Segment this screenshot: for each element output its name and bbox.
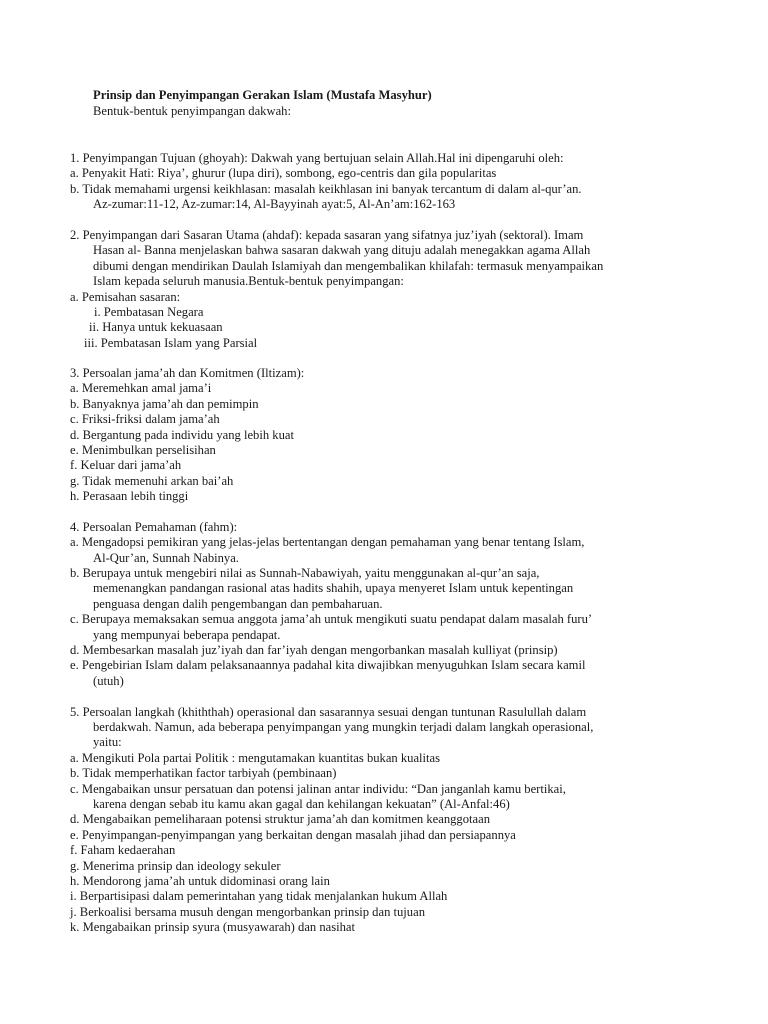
s4-item-d: d. Membesarkan masalah juz’iyah dan far’iyah dengan mengorbankan masalah kulliyat (prinsip): [70, 643, 558, 657]
s2-item-i: i. Pembatasan Negara: [94, 305, 204, 319]
s3-item-b: b. Banyaknya jama’ah dan pemimpin: [70, 397, 259, 411]
s4-item-c-cont: yang mempunyai beberapa pendapat.: [93, 628, 281, 642]
s3-item-a: a. Meremehkan amal jama’i: [70, 381, 212, 395]
s3-item-e: e. Menimbulkan perselisihan: [70, 443, 216, 457]
s1-item-b: b. Tidak memahami urgensi keikhlasan: masalah keikhlasan ini banyak tercantum di dalam al-qur’an.: [70, 182, 582, 196]
s5-item-h: h. Mendorong jama’ah untuk didominasi orang lain: [70, 874, 330, 888]
s2-item-iii: iii. Pembatasan Islam yang Parsial: [84, 336, 258, 350]
s4-item-b-cont-1: memenangkan pandangan rasional atas hadits shahih, upaya menyeret Islam untuk kepentingan: [93, 581, 574, 595]
s3-item-d: d. Bergantung pada individu yang lebih kuat: [70, 428, 294, 442]
s5-line-3: yaitu:: [93, 735, 122, 749]
s1-heading: 1. Penyimpangan Tujuan (ghoyah): Dakwah yang bertujuan selain Allah.Hal ini dipengaruhi oleh:: [70, 151, 564, 165]
s3-item-c: c. Friksi-friksi dalam jama’ah: [70, 412, 220, 426]
doc-subtitle: Bentuk-bentuk penyimpangan dakwah:: [93, 104, 291, 118]
s2-line-2: Hasan al- Banna menjelaskan bahwa sasaran dakwah yang dituju adalah menegakkan agama Allah: [93, 243, 591, 257]
s4-item-a: a. Mengadopsi pemikiran yang jelas-jelas bertentangan dengan pemahaman yang benar tentang Islam,: [70, 535, 585, 549]
s5-item-a: a. Mengikuti Pola partai Politik : mengutamakan kuantitas bukan kualitas: [70, 751, 441, 765]
s2-line-3: dibumi dengan mendirikan Daulah Islamiyah dan mengembalikan khilafah: termasuk menyampaikan: [93, 259, 604, 273]
s2-line-1: 2. Penyimpangan dari Sasaran Utama (ahdaf): kepada sasaran yang sifatnya juz’iyah (sektoral). Imam: [70, 228, 584, 242]
s3-item-h: h. Perasaan lebih tinggi: [70, 489, 189, 503]
s2-item-a: a. Pemisahan sasaran:: [70, 290, 181, 304]
s4-item-e-cont: (utuh): [93, 674, 124, 688]
s1-item-a: a. Penyakit Hati: Riya’, ghurur (lupa diri), sombong, ego-centris dan gila popularitas: [70, 166, 497, 180]
s4-heading: 4. Persoalan Pemahaman (fahm):: [70, 520, 238, 534]
s2-item-ii: ii. Hanya untuk kekuasaan: [89, 320, 223, 334]
s3-heading: 3. Persoalan jama’ah dan Komitmen (Iltizam):: [70, 366, 305, 380]
s2-line-4: Islam kepada seluruh manusia.Bentuk-bentuk penyimpangan:: [93, 274, 404, 288]
s5-item-c: c. Mengabaikan unsur persatuan dan potensi jalinan antar individu: “Dan janganlah kamu bertikai,: [70, 782, 566, 796]
s5-item-d: d. Mengabaikan pemeliharaan potensi struktur jama’ah dan komitmen keanggotaan: [70, 812, 491, 826]
s5-item-k: k. Mengabaikan prinsip syura (musyawarah) dan nasihat: [70, 920, 356, 934]
doc-title: Prinsip dan Penyimpangan Gerakan Islam (Mustafa Masyhur): [93, 88, 432, 102]
s5-item-b: b. Tidak memperhatikan factor tarbiyah (pembinaan): [70, 766, 337, 780]
s5-item-i: i. Berpartisipasi dalam pemerintahan yang tidak menjalankan hukum Allah: [70, 889, 448, 903]
s5-item-j: j. Berkoalisi bersama musuh dengan mengorbankan prinsip dan tujuan: [70, 905, 425, 919]
s4-item-e: e. Pengebirian Islam dalam pelaksanaannya padahal kita diwajibkan menyuguhkan Islam secara kamil: [70, 658, 586, 672]
s3-item-f: f. Keluar dari jama’ah: [70, 458, 182, 472]
s4-item-b-cont-2: penguasa dengan dalih pengembangan dan pembaharuan.: [93, 597, 383, 611]
s1-item-b-cont: Az-zumar:11-12, Az-zumar:14, Al-Bayyinah ayat:5, Al-An’am:162-163: [93, 197, 456, 211]
s5-item-e: e. Penyimpangan-penyimpangan yang berkaitan dengan masalah jihad dan persiapannya: [70, 828, 516, 842]
s5-line-1: 5. Persoalan langkah (khiththah) operasional dan sasarannya sesuai dengan tuntunan Rasulullah dalam: [70, 705, 587, 719]
s5-line-2: berdakwah. Namun, ada beberapa penyimpangan yang mungkin terjadi dalam langkah operasional,: [93, 720, 594, 734]
s5-item-f: f. Faham kedaerahan: [70, 843, 176, 857]
s4-item-c: c. Berupaya memaksakan semua anggota jama’ah untuk mengikuti suatu pendapat dalam masalah furu’: [70, 612, 593, 626]
s4-item-a-cont: Al-Qur’an, Sunnah Nabinya.: [93, 551, 239, 565]
s4-item-b: b. Berupaya untuk mengebiri nilai as Sunnah-Nabawiyah, yaitu menggunakan al-qur’an saja,: [70, 566, 540, 580]
s3-item-g: g. Tidak memenuhi arkan bai’ah: [70, 474, 234, 488]
s5-item-c-cont: karena dengan sebab itu kamu akan gagal dan kehilangan kekuatan” (Al-Anfal:46): [93, 797, 510, 811]
s5-item-g: g. Menerima prinsip dan ideology sekuler: [70, 859, 281, 873]
